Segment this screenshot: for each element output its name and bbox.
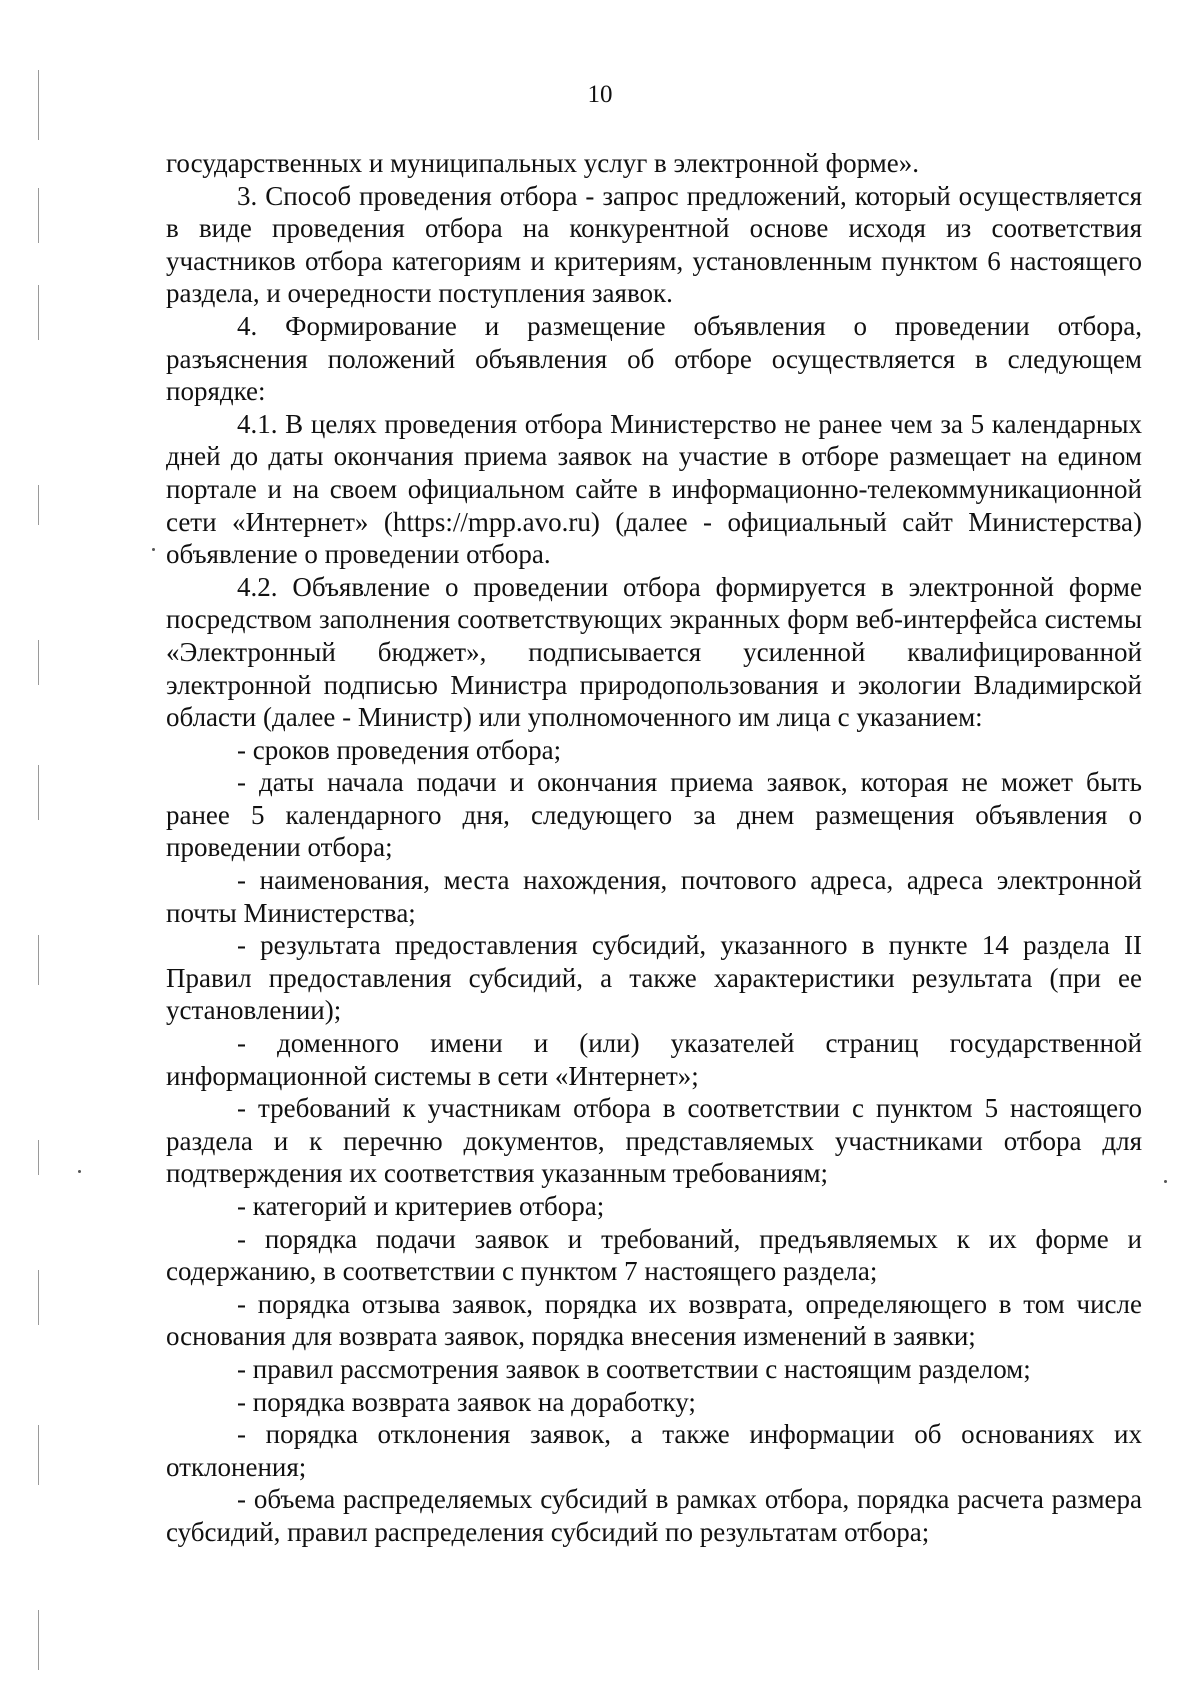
- scan-artifact-line: [38, 1140, 39, 1175]
- scan-artifact-line: [38, 1610, 39, 1670]
- scan-artifact-line: [38, 1425, 39, 1485]
- paragraph: - результата предоставления субсидий, указанного в пункте 14 раздела II Правил предоставления субсидий, а также характеристики результата (при ее установлении);: [166, 930, 1142, 1026]
- scan-artifact-dot: [152, 548, 155, 551]
- scan-artifact-line: [38, 935, 39, 985]
- paragraph: 4.2. Объявление о проведении отбора формируется в электронной форме посредством заполнения соответствующих экранных форм веб-интерфейса системы «Электронный бюджет», подписывается усиленной квалифицированной электронной подписью Министра природопользования и экологии Владимирской области (далее - Министр) или уполномоченного им лица с указанием:: [166, 571, 1142, 733]
- paragraph: - порядка отклонения заявок, а также информации об основаниях их отклонения;: [166, 1419, 1142, 1482]
- scan-artifact-dot: [78, 1170, 81, 1173]
- paragraph: - правил рассмотрения заявок в соответствии с настоящим разделом;: [237, 1353, 1031, 1384]
- paragraph: - наименования, места нахождения, почтового адреса, адреса электронной почты Министерства;: [166, 865, 1142, 928]
- page-number: 10: [587, 81, 613, 108]
- scan-artifact-line: [38, 765, 39, 820]
- scan-artifact-line: [38, 1270, 39, 1325]
- paragraph: 3. Способ проведения отбора - запрос предложений, который осуществляется в виде проведения отбора на конкурентной основе исходя из соответствия участников отбора категориям и критериям, установленным пунктом 6 настоящего раздела, и очередности поступления заявок.: [166, 180, 1142, 309]
- paragraph: - даты начала подачи и окончания приема заявок, которая не может быть ранее 5 календарного дня, следующего за днем размещения объявления о проведении отбора;: [166, 767, 1142, 863]
- paragraph: - порядка подачи заявок и требований, предъявляемых к их форме и содержанию, в соответствии с пунктом 7 настоящего раздела;: [166, 1223, 1142, 1287]
- scan-artifact-line: [38, 640, 39, 685]
- paragraph: - требований к участникам отбора в соответствии с пунктом 5 настоящего раздела и к перечню документов, представляемых участниками отбора для подтверждения их соответствия указанным требованиям;: [166, 1093, 1142, 1189]
- paragraph: - порядка отзыва заявок, порядка их возврата, определяющего в том числе основания для возврата заявок, порядка внесения изменений в заявки;: [166, 1288, 1142, 1352]
- scan-artifact-dot: [1164, 1180, 1167, 1183]
- paragraph: - сроков проведения отбора;: [237, 734, 562, 765]
- paragraph: 4.1. В целях проведения отбора Министерство не ранее чем за 5 календарных дней до даты окончания приема заявок на участие в отборе размещает на едином портале и на своем официальном сайте в информационно-телекоммуникационной сети «Интернет» (https://mpp.avo.ru) (далее - официальный сайт Министерства) объявление о проведении отбора.: [166, 408, 1142, 570]
- paragraph: 4. Формирование и размещение объявления о проведении отбора, разъяснения положений объявления об отборе осуществляется в следующем порядке:: [166, 310, 1142, 407]
- paragraph: - порядка возврата заявок на доработку;: [237, 1386, 696, 1417]
- scan-artifact-line: [38, 285, 39, 340]
- scan-artifact-line: [38, 485, 39, 525]
- paragraph: - объема распределяемых субсидий в рамках отбора, порядка расчета размера субсидий, правил распределения субсидий по результатам отбора;: [166, 1484, 1142, 1547]
- scan-artifact-line: [38, 188, 39, 243]
- document-body: [166, 147, 1142, 1549]
- paragraph: государственных и муниципальных услуг в электронной форме».: [166, 148, 919, 178]
- paragraph: - доменного имени и (или) указателей страниц государственной информационной системы в сети «Интернет»;: [166, 1028, 1142, 1091]
- paragraph: - категорий и критериев отбора;: [237, 1191, 605, 1221]
